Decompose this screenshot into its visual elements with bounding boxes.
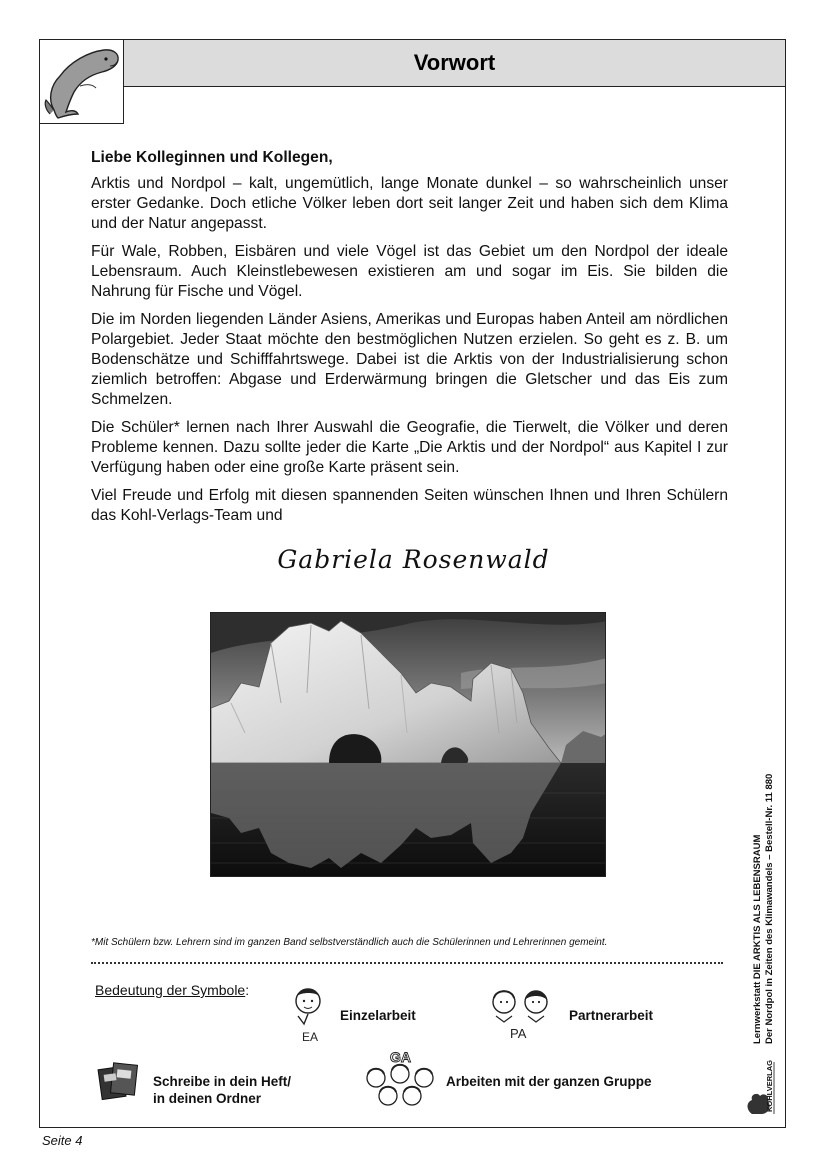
notebook-icon — [97, 1060, 141, 1102]
symbols-title — [95, 982, 249, 998]
publisher-logo — [744, 1040, 780, 1116]
paragraph: Die im Norden liegenden Länder Asiens, Amerikas und Europas haben Anteil am nördlichen Polargebiet. Jeder Staat möchte den bestmöglichen Nutzen erzielen. So geht es z. B. um Bodenschätze und Schifffahrtswege. Dabei ist die Arktis von der Industrialisierung schon ziemlich betroffen: Abgase und Erderwärmung bringen die Gletscher und das Eis zum Schmelzen. — [91, 311, 728, 408]
dotted-divider — [91, 962, 723, 964]
symbols-title-text: Bedeutung der Symbole — [95, 982, 246, 998]
signature: Gabriela Rosenwald — [277, 545, 550, 574]
publisher-logo-text: KOHLVERLAG — [765, 1060, 774, 1112]
page-title: Vorwort — [413, 50, 496, 75]
single-work-label: Einzelarbeit — [340, 1008, 416, 1023]
publisher-info-line1: Lernwerkstatt DIE ARKTIS ALS LEBENSRAUM — [752, 834, 763, 1044]
single-work-badge: EA — [302, 1030, 319, 1044]
title-bar — [123, 39, 786, 87]
paragraph: Die Schüler* lernen nach Ihrer Auswahl die Geografie, die Tierwelt, die Völker und deren Probleme kennen. Dazu sollte jeder die Karte „Die Arktis und der Nordpol“ aus Kapitel I zur Verfügung haben oder eine große Karte präsent sein. — [91, 419, 728, 476]
notebook-label — [153, 1073, 291, 1107]
group-work-icon — [362, 1046, 440, 1108]
page-number: Seite 4 — [42, 1133, 83, 1148]
partner-work-icon — [486, 984, 556, 1046]
notebook-label-line2: in deinen Ordner — [153, 1091, 262, 1106]
single-work-icon — [288, 984, 328, 1046]
paragraph: Für Wale, Robben, Eisbären und viele Vögel ist das Gebiet um den Nordpol der ideale Lebensraum. Auch Kleinstlebewesen existieren am und sogar im Eis. Sie bilden die Nahrung für Fische und Vögel. — [91, 243, 728, 300]
notebook-label-line1: Schreibe in dein Heft/ — [153, 1074, 292, 1089]
symbols-title-colon: : — [245, 982, 250, 998]
group-work-badge: GA — [390, 1049, 411, 1065]
header-icon-box — [39, 39, 124, 124]
publisher-info-line2: Der Nordpol in Zeiten des Klimawandels – Bestell-Nr. 11 880 — [764, 773, 775, 1044]
partner-work-badge: PA — [510, 1026, 527, 1041]
group-work-label: Arbeiten mit der ganzen Gruppe — [446, 1074, 652, 1089]
paragraph: Viel Freude und Erfolg mit diesen spannenden Seiten wünschen Ihnen und Ihren Schülern das Kohl-Verlags-Team und — [91, 487, 728, 524]
footnote: *Mit Schülern bzw. Lehrern sind im ganzen Band selbstverständlich auch die Schülerinnen und Lehrerinnen gemeint. — [91, 937, 608, 948]
whale-icon — [40, 40, 122, 122]
paragraph: Arktis und Nordpol – kalt, ungemütlich, lange Monate dunkel – so wahrscheinlich unser erster Gedanke. Doch etliche Völker leben dort seit langer Zeit und haben sich dem Klima und der Natur angepasst. — [91, 175, 728, 232]
iceberg-photo — [210, 612, 606, 877]
publisher-info — [752, 774, 776, 1044]
greeting: Liebe Kolleginnen und Kollegen, — [91, 149, 333, 166]
letter-body — [91, 148, 728, 534]
partner-work-label: Partnerarbeit — [569, 1008, 654, 1023]
